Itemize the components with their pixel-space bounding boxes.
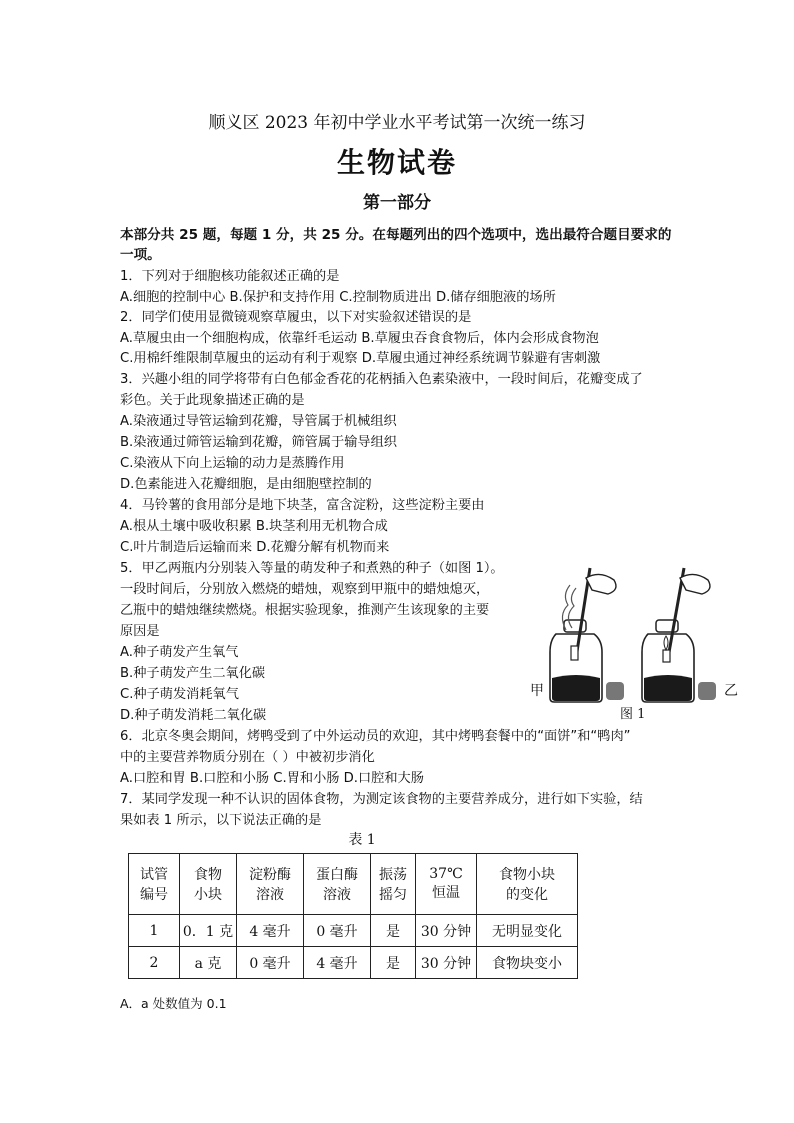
- instructions-line-2: 一项。: [120, 247, 161, 263]
- jars-illustration: [528, 560, 748, 720]
- q1-options: A.细胞的控制中心 B.保护和支持作用 C.控制物质进出 D.储存细胞液的场所: [120, 290, 556, 305]
- q5-stem-2: 一段时间后，分别放入燃烧的蜡烛，观察到甲瓶中的蜡烛熄灭，: [120, 582, 490, 597]
- header-cell: 蛋白酶 溶液: [304, 854, 371, 915]
- q2-options-1: A.草履虫由一个细胞构成，依靠纤毛运动 B.草履虫吞食食物后，体内会形成食物泡: [120, 331, 599, 346]
- q3-option-a: A.染液通过导管运输到花瓣，导管属于机械组织: [120, 414, 397, 429]
- table-cell: 0 毫升: [237, 947, 304, 979]
- header-cell: 淀粉酶 溶液: [237, 854, 304, 915]
- table-cell: 30 分钟: [416, 947, 477, 979]
- header-cell: 试管 编号: [129, 854, 180, 915]
- figure-label-yi: 乙: [724, 683, 738, 699]
- q3-option-c: C.染液从下向上运输的动力是蒸腾作用: [120, 456, 345, 471]
- figure-label-jia: 甲: [530, 683, 544, 699]
- q4-stem: 4．马铃薯的食用部分是地下块茎，富含淀粉，这些淀粉主要由: [120, 498, 485, 513]
- part-heading: 第一部分: [363, 193, 431, 213]
- q5-stem-4: 原因是: [120, 624, 160, 639]
- table-header-row: [129, 854, 578, 915]
- header-cell: 食物小块 的变化: [477, 854, 578, 915]
- table-cell: 4 毫升: [237, 915, 304, 947]
- table-cell: 4 毫升: [304, 947, 371, 979]
- header-cell: 37℃ 恒温: [416, 854, 477, 915]
- q2-options-2: C.用棉纤维限制草履虫的运动有利于观察 D.草履虫通过神经系统调节躲避有害刺激: [120, 351, 601, 366]
- exam-title: 生物试卷: [336, 146, 457, 179]
- q5-option-c: C.种子萌发消耗氧气: [120, 687, 239, 702]
- q6-stem-1: 6．北京冬奥会期间，烤鸭受到了中外运动员的欢迎，其中烤鸭套餐中的“面饼”和“鸭肉”: [120, 729, 631, 744]
- q1-stem: 1．下列对于细胞核功能叙述正确的是: [120, 269, 340, 284]
- q4-options-1: A.根从土壤中吸收积累 B.块茎利用无机物合成: [120, 519, 388, 534]
- instructions-line-1: 本部分共 25 题，每题 1 分，共 25 分。在每题列出的四个选项中，选出最符合题目要求的: [120, 227, 672, 243]
- q7-stem-1: 7．某同学发现一种不认识的固体食物，为测定该食物的主要营养成分，进行如下实验，结: [120, 792, 643, 807]
- q5-stem-3: 乙瓶中的蜡烛继续燃烧。根据实验现象，推测产生该现象的主要: [120, 603, 490, 618]
- q3-option-d: D.色素能进入花瓣细胞，是由细胞壁控制的: [120, 477, 372, 492]
- q3-option-b: B.染液通过筛管运输到花瓣，筛管属于输导组织: [120, 435, 397, 450]
- header-cell: 振荡 摇匀: [371, 854, 416, 915]
- table-cell: 0．1 克: [180, 915, 237, 947]
- q7-stem-2: 果如表 1 所示，以下说法正确的是: [120, 813, 322, 828]
- q3-stem-2: 彩色。关于此现象描述正确的是: [120, 393, 305, 408]
- q5-option-b: B.种子萌发产生二氧化碳: [120, 666, 266, 681]
- table-cell: 1: [129, 915, 180, 947]
- table-cell: 是: [371, 915, 416, 947]
- q5-option-d: D.种子萌发消耗二氧化碳: [120, 708, 267, 723]
- q2-stem: 2．同学们使用显微镜观察草履虫，以下对实验叙述错误的是: [120, 310, 472, 325]
- jar-yi-icon: [642, 568, 716, 702]
- table-cell: 0 毫升: [304, 915, 371, 947]
- jar-jia-icon: [550, 568, 624, 702]
- header-cell: 食物 小块: [180, 854, 237, 915]
- table-cell: 无明显变化: [477, 915, 578, 947]
- table-cell: 是: [371, 947, 416, 979]
- table-caption: 表 1: [348, 832, 376, 848]
- table-cell: a 克: [180, 947, 237, 979]
- q7-option-a: A．a 处数值为 0.1: [120, 996, 227, 1011]
- exam-subtitle: 顺义区 2023 年初中学业水平考试第一次统一练习: [208, 113, 586, 133]
- table-row: [129, 915, 578, 947]
- table-row: [129, 947, 578, 979]
- q5-option-a: A.种子萌发产生氧气: [120, 645, 239, 660]
- figure-1-jars: [528, 560, 748, 720]
- figure-caption: 图 1: [620, 707, 646, 722]
- table-cell: 食物块变小: [477, 947, 578, 979]
- table-cell: 2: [129, 947, 180, 979]
- q4-options-2: C.叶片制造后运输而来 D.花瓣分解有机物而来: [120, 540, 390, 555]
- q6-options: A.口腔和胃 B.口腔和小肠 C.胃和小肠 D.口腔和大肠: [120, 771, 424, 786]
- q5-stem-1: 5．甲乙两瓶内分别装入等量的萌发种子和煮熟的种子（如图 1）。: [120, 561, 504, 576]
- q6-stem-2: 中的主要营养物质分别在（ ）中被初步消化: [120, 750, 375, 765]
- q3-stem-1: 3．兴趣小组的同学将带有白色郁金香花的花柄插入色素染液中，一段时间后，花瓣变成了: [120, 372, 643, 387]
- results-table: [128, 853, 578, 979]
- table-cell: 30 分钟: [416, 915, 477, 947]
